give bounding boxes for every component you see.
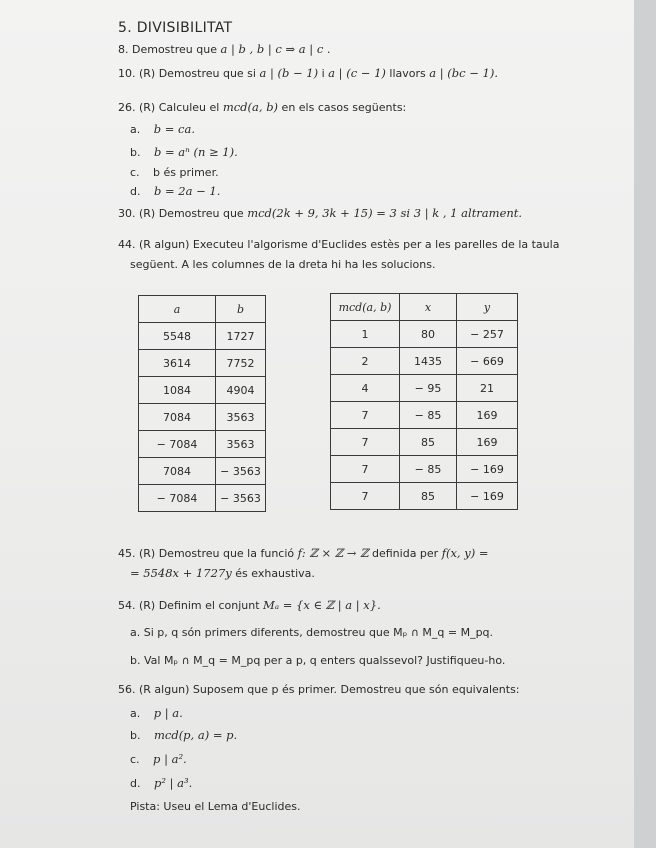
table-row (139, 350, 266, 377)
table-header-row (139, 296, 266, 323)
table-row (331, 429, 518, 456)
problem-26-expr: mcd(a, b) (222, 100, 279, 114)
item-text: b = 2a − 1. (153, 184, 221, 198)
euclid-input-table (138, 295, 266, 512)
table-row (331, 375, 518, 402)
item-text: mcd(p, a) = p. (153, 728, 238, 742)
table-cell: 85 (400, 483, 457, 510)
problem-30 (118, 206, 522, 220)
problem-45-line-1 (118, 546, 489, 560)
table-row (331, 348, 518, 375)
problem-8-expr: a | b , b | c ⇒ a | c . (220, 42, 331, 56)
table-cell: − 169 (457, 456, 518, 483)
table-cell: − 95 (400, 375, 457, 402)
table-header-row (331, 294, 518, 321)
problem-10-expr-1: a | (b − 1) (259, 66, 319, 80)
item-letter: a. (130, 707, 141, 720)
problem-30-expr: mcd(2k + 9, 3k + 15) = 3 si 3 | k , 1 altrament. (247, 206, 523, 220)
table-cell: 7084 (139, 458, 216, 485)
item-letter: c. (130, 753, 140, 766)
table-cell: − 3563 (216, 485, 266, 512)
header-a: a (139, 296, 216, 323)
problem-26-item-b (130, 145, 238, 159)
problem-56-item-c (130, 752, 187, 766)
table-cell: 7752 (216, 350, 266, 377)
table-cell: 85 (400, 429, 457, 456)
problem-10-label: 10. (R) Demostreu que si (118, 67, 256, 80)
euclid-solution-table (330, 293, 518, 510)
problem-45-tail: és exhaustiva. (235, 567, 315, 580)
table-row (331, 321, 518, 348)
table-cell: 7 (331, 429, 400, 456)
table-cell: 7 (331, 456, 400, 483)
item-letter: a. (130, 123, 141, 136)
item-text: p² | a³. (153, 776, 193, 790)
table-cell: − 7084 (139, 431, 216, 458)
table-cell: 1435 (400, 348, 457, 375)
item-text: p | a. (153, 706, 183, 720)
problem-54-part-a: a. Si p, q són primers diferents, demostreu que Mₚ ∩ M_q = M_pq. (130, 626, 494, 639)
table-cell: 5548 (139, 323, 216, 350)
table-row (331, 456, 518, 483)
problem-56-item-b (130, 728, 237, 742)
table-cell: 169 (457, 429, 518, 456)
problem-26-item-a (130, 122, 195, 136)
table-cell: − 3563 (216, 458, 266, 485)
table-cell: 1727 (216, 323, 266, 350)
table-cell: 1 (331, 321, 400, 348)
problem-45-formula: = 5548x + 1727y (130, 566, 232, 580)
table-row (139, 458, 266, 485)
problem-26-item-c (130, 166, 219, 179)
table-cell: 1084 (139, 377, 216, 404)
table-cell: 3563 (216, 431, 266, 458)
table-row (139, 377, 266, 404)
problem-10-expr-3: a | (bc − 1). (429, 66, 499, 80)
table-row (331, 402, 518, 429)
problem-10-llavors: llavors (389, 67, 426, 80)
table-cell: − 85 (400, 456, 457, 483)
problem-45-expr: f: ℤ × ℤ → ℤ (297, 546, 369, 560)
table-row (331, 483, 518, 510)
table-cell: 7084 (139, 404, 216, 431)
table-cell: − 169 (457, 483, 518, 510)
problem-30-label: 30. (R) Demostreu que (118, 207, 244, 220)
table-cell: 3563 (216, 404, 266, 431)
item-letter: b. (130, 146, 141, 159)
table-cell: 169 (457, 402, 518, 429)
problem-10-mid: i (321, 67, 325, 80)
item-letter: b. (130, 729, 141, 742)
table-cell: 3614 (139, 350, 216, 377)
problem-44-line-2: següent. A les columnes de la dreta hi ha les solucions. (130, 258, 436, 271)
problem-45-expr-2: f(x, y) = (441, 546, 489, 560)
item-letter: c. (130, 166, 140, 179)
header-y: y (457, 294, 518, 321)
problem-10 (118, 66, 498, 80)
table-cell: − 7084 (139, 485, 216, 512)
problem-56-item-d (130, 776, 192, 790)
item-text: p | a². (153, 752, 187, 766)
problem-26-tail: en els casos següents: (281, 101, 407, 114)
problem-54-label: 54. (R) Definim el conjunt (118, 599, 260, 612)
problem-45-label: 45. (R) Demostreu que la funció (118, 547, 295, 560)
table-row (139, 485, 266, 512)
table-cell: 4904 (216, 377, 266, 404)
table-cell: − 257 (457, 321, 518, 348)
table-cell: 2 (331, 348, 400, 375)
item-text: b és primer. (153, 166, 219, 179)
table-cell: 21 (457, 375, 518, 402)
problem-45-line-2 (130, 566, 315, 580)
table-cell: 4 (331, 375, 400, 402)
problem-54-part-b: b. Val Mₚ ∩ M_q = M_pq per a p, q enters qualssevol? Justifiqueu-ho. (130, 654, 506, 667)
item-letter: d. (130, 777, 141, 790)
table-cell: − 669 (457, 348, 518, 375)
problem-26-item-d (130, 184, 220, 198)
header-b: b (216, 296, 266, 323)
header-x: x (400, 294, 457, 321)
problem-44-line-1: 44. (R algun) Executeu l'algorisme d'Euclides estès per a les parelles de la taula (118, 238, 560, 251)
problem-54 (118, 598, 381, 612)
problem-54-expr: Mₐ = {x ∈ ℤ | a | x}. (263, 598, 381, 612)
table-cell: 80 (400, 321, 457, 348)
problem-56: 56. (R algun) Suposem que p és primer. Demostreu que són equivalents: (118, 683, 520, 696)
problem-56-item-a (130, 706, 183, 720)
item-text: b = ca. (153, 122, 196, 136)
table-row (139, 323, 266, 350)
problem-8 (118, 42, 331, 56)
item-text: b = aⁿ (n ≥ 1). (153, 145, 238, 159)
problem-56-hint: Pista: Useu el Lema d'Euclides. (130, 800, 301, 813)
background-edge (634, 0, 656, 848)
section-title: 5. DIVISIBILITAT (118, 20, 233, 36)
table-row (139, 404, 266, 431)
table-cell: 7 (331, 402, 400, 429)
table-cell: − 85 (400, 402, 457, 429)
table-cell: 7 (331, 483, 400, 510)
table-row (139, 431, 266, 458)
problem-8-label: 8. Demostreu que (118, 43, 217, 56)
item-letter: d. (130, 185, 141, 198)
problem-26 (118, 100, 406, 114)
problem-26-label: 26. (R) Calculeu el (118, 101, 220, 114)
problem-45-def: definida per (372, 547, 439, 560)
problem-10-expr-2: a | (c − 1) (328, 66, 386, 80)
header-mcd: mcd(a, b) (331, 294, 400, 321)
